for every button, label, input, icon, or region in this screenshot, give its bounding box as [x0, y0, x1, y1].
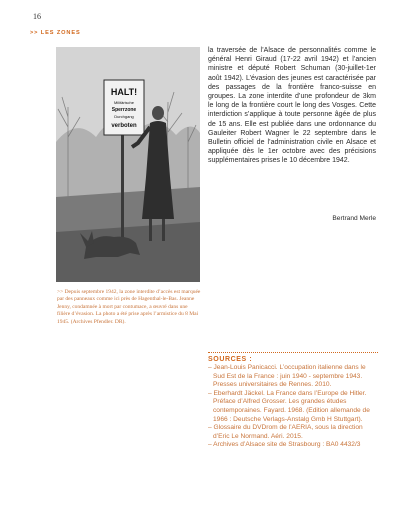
article-body: la traversée de l’Alsace de personnalités comme le général Henri Giraud (17-22 avril 1942) et l’ancien ministre et député Robert Schuman (30-juillet-1er août 1942). L’évasion des jeunes est caractérisée par des passages de la frontière franco-suisse en groupes. La zone interdite d’une profondeur de 3km le long de la frontière court le long des Vosges. Cette interdiction s’applique à toute personne âgée de plus de 15 ans. Elle est publiée dans une ordonnance du Gauleiter Robert Wagner le 22 septembre dans le Bulletin officiel de l’administration civile en Alsace et appliquée dès le 1er octobre avec des précisions supplémentaires prises le 10 décembre 1942. [208, 47, 376, 165]
sign-line1: Militärische [113, 100, 135, 105]
source-item: – Glossaire du DVDrom de l’AERIA, sous la direction d’Eric Le Normand. Aéri. 2015. [208, 424, 363, 440]
sources-list [208, 364, 378, 450]
source-item: – Eberhardt Jäckel. La France dans l’Europe de Hitler. Préface d’Alfred Grosser. Les grandes études contemporaines. Fayard. 1968. (Edition allemande de 1966 : Deutsche Verlags-Anstalg Gmb H Stuttgart). [208, 389, 370, 423]
sign-halt: HALT! [110, 87, 138, 97]
photo-illustration [56, 47, 200, 282]
source-item: – Jean-Louis Panicacci. L’occupation italienne dans le Sud Est de la France : juin 1940 - septembre 1943. Presses universitaires de Rennes. 2010. [208, 364, 366, 389]
sources-section [208, 352, 378, 450]
sources-title: SOURCES : [208, 356, 253, 363]
archival-photo [56, 47, 200, 282]
page-number: 16 [33, 12, 41, 21]
photo-caption: >> Depuis septembre 1942, la zone interdite d’accès est marquée par des panneaux comme ici près de Hagenthal-le-Bas. Jeanne Jenny, condamnée à mort par contumace, a œuvré dans une filière d’évasion. La photo a été prise après l’armistice du 8 Mai 1945. (Archives Pfendler. DR). [57, 289, 201, 325]
sign-line3: Durchgang [114, 114, 134, 119]
sign-verboten: verboten [111, 123, 137, 129]
sign-line2: Sperrzone [111, 107, 137, 113]
source-item: – Archives d’Alsace site de Strasbourg : BA0 4432/3 [208, 441, 361, 449]
section-label: >> LES ZONES [30, 30, 81, 36]
author-signature: Bertrand Merle [332, 215, 376, 222]
